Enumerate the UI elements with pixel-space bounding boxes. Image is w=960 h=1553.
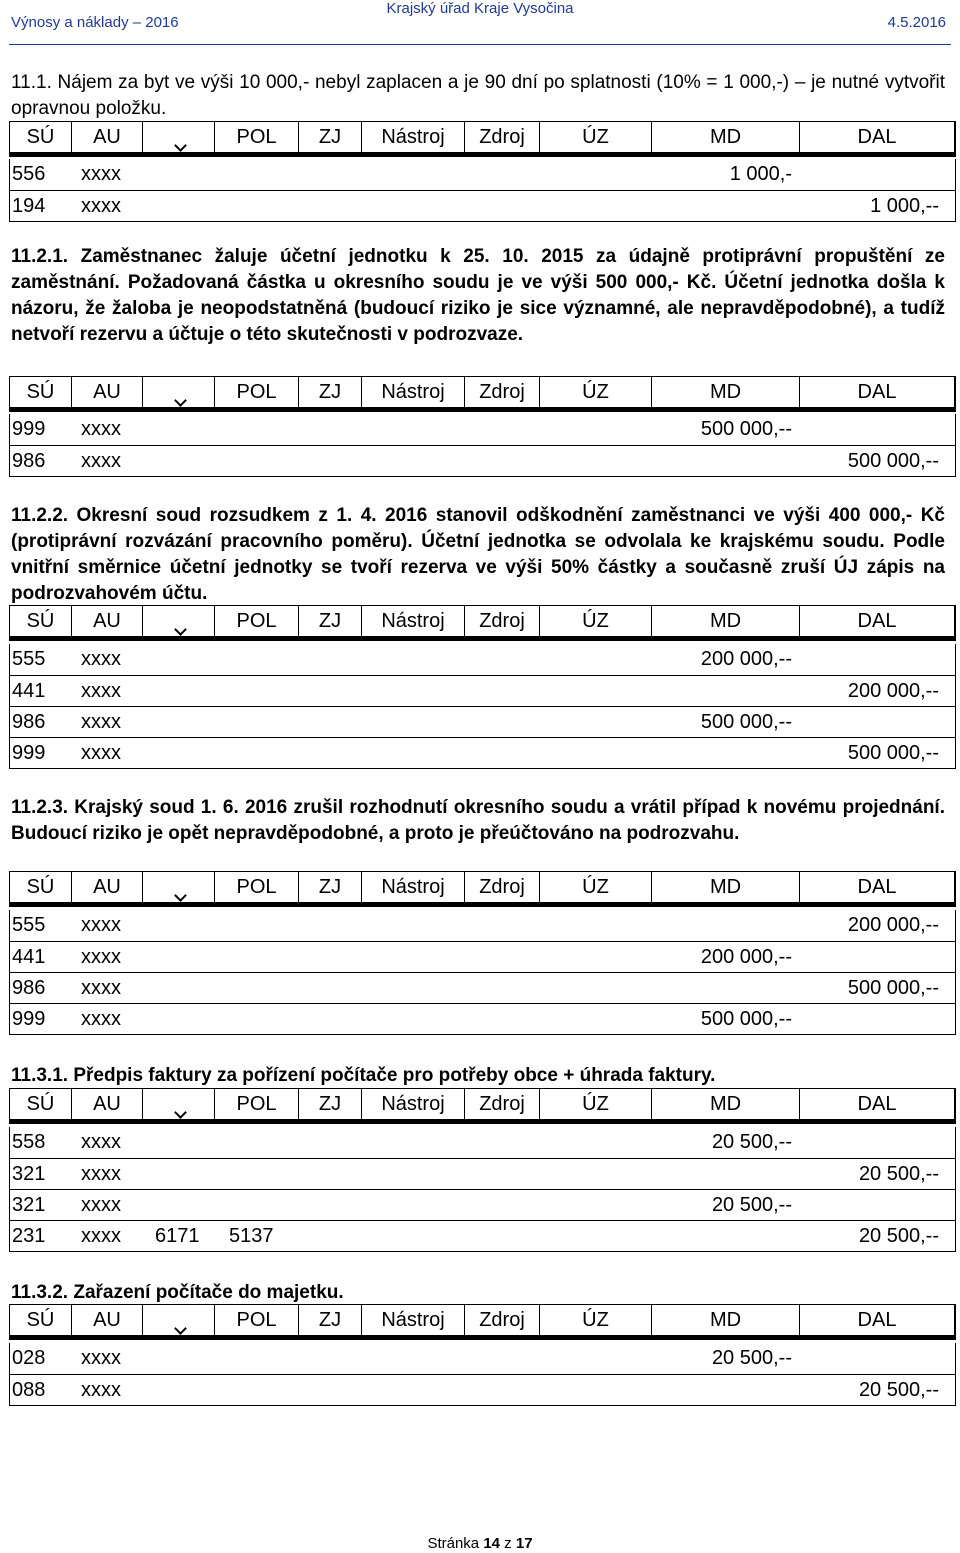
cell-su: 028: [12, 1347, 46, 1369]
cell-au: xxxx: [81, 163, 121, 185]
table-header: [9, 1088, 956, 1120]
table-row: [10, 675, 955, 706]
col-zdroj: Zdroj: [465, 872, 540, 902]
col-md: MD: [652, 377, 800, 407]
cell-su: 999: [12, 1008, 46, 1030]
cell-md: 200 000,--: [700, 946, 792, 968]
col-md: MD: [652, 122, 800, 152]
col-su: SÚ: [10, 606, 72, 636]
cell-dal: 20 500,--: [858, 1163, 939, 1185]
cell-au: xxxx: [81, 418, 121, 440]
chevron-down-icon: [174, 394, 187, 407]
table-row: [10, 190, 955, 221]
cell-su: 321: [12, 1163, 46, 1185]
cell-su: 986: [12, 711, 46, 733]
table-body: [9, 910, 956, 1035]
section-text-11-2-3: 11.2.3. Krajský soud 1. 6. 2016 zrušil rozhodnutí okresního soudu a vrátil případ k novému projednání. Budoucí riziko je opět nepravděpodobné, a proto je přeúčtováno na podrozvahu.: [11, 797, 945, 844]
col-zj: ZJ: [299, 1089, 362, 1119]
cell-su: 558: [12, 1131, 46, 1153]
col-md: MD: [652, 872, 800, 902]
col-zdroj: Zdroj: [465, 1089, 540, 1119]
col-nastroj: Nástroj: [362, 1089, 465, 1119]
col-zj: ZJ: [299, 377, 362, 407]
col-su: SÚ: [10, 872, 72, 902]
table-body: [9, 1343, 956, 1406]
col-zdroj: Zdroj: [465, 606, 540, 636]
table-header: [9, 871, 956, 903]
table-row: [10, 706, 955, 737]
cell-au: xxxx: [81, 1194, 121, 1216]
col-nastroj: Nástroj: [362, 1305, 465, 1335]
table-row: [10, 414, 955, 445]
cell-dal: 500 000,--: [847, 742, 939, 764]
cell-au: xxxx: [81, 1379, 121, 1401]
col-dal: DAL: [800, 606, 955, 636]
cell-su: 321: [12, 1194, 46, 1216]
header-divider: [9, 153, 956, 157]
cell-au: xxxx: [81, 1163, 121, 1185]
cell-su: 555: [12, 648, 46, 670]
col-nastroj: Nástroj: [362, 872, 465, 902]
table-header: [9, 605, 956, 637]
table-row: [10, 737, 955, 768]
cell-su: 986: [12, 977, 46, 999]
table-row: [10, 1127, 955, 1158]
table-row: [10, 1189, 955, 1220]
header-divider: [9, 408, 956, 412]
section-text-11-2-1: 11.2.1. Zaměstnanec žaluje účetní jednotku k 25. 10. 2015 za údajně protiprávní propuštění ze zaměstnání. Požadovaná částka u okresního soudu je ve výši 500 000,- Kč. Účetní jednotka došla k názoru, že žaloba je neopodstatněná (budoucí riziko je sice významné, ale nepravděpodobné), a tudíž netvoří rezervu a účtuje o této skutečnosti v podrozvaze.: [11, 246, 945, 345]
cell-su: 194: [12, 195, 46, 217]
cell-au: xxxx: [81, 195, 121, 217]
cell-au: xxxx: [81, 946, 121, 968]
table-row: [10, 1374, 955, 1405]
section-text-11-3-2: 11.3.2. Zařazení počítače do majetku.: [11, 1282, 344, 1303]
table-header: [9, 121, 956, 153]
cell-dal: 20 500,--: [858, 1225, 939, 1247]
cell-md: 20 500,--: [711, 1194, 792, 1216]
table-row: [10, 1003, 955, 1034]
col-au: AU: [72, 377, 143, 407]
col-au: AU: [72, 122, 143, 152]
section-text-11-2-2: 11.2.2. Okresní soud rozsudkem z 1. 4. 2016 stanovil odškodnění zaměstnanci ve výši 400 000,- Kč (protiprávní rozvázání pracovního poměru). Účetní jednotka se odvolala ke krajskému soudu. Podle vnitřní směrnice účetní jednotky se tvoří rezerva ve výši 50% částky a současně zruší ÚJ zápis na podrozvahovém účtu.: [11, 505, 945, 604]
cell-au: xxxx: [81, 680, 121, 702]
cell-au: xxxx: [81, 1131, 121, 1153]
cell-md: 500 000,--: [700, 1008, 792, 1030]
table-body: [9, 1127, 956, 1252]
cell-su: 088: [12, 1379, 46, 1401]
col-md: MD: [652, 1089, 800, 1119]
chevron-down-icon: [174, 1322, 187, 1335]
cell-dal: 500 000,--: [847, 977, 939, 999]
col-uz: ÚZ: [540, 1305, 652, 1335]
col-pol: POL: [215, 1089, 299, 1119]
footer-page-total: 17: [515, 1535, 533, 1552]
header-divider: [9, 1336, 956, 1340]
cell-dal: 200 000,--: [847, 914, 939, 936]
cell-dal: 200 000,--: [847, 680, 939, 702]
table-body: [9, 159, 956, 222]
header-date: 4.5.2016: [887, 14, 946, 31]
cell-su: 986: [12, 450, 46, 472]
col-au: AU: [72, 1305, 143, 1335]
cell-md: 1 000,-: [729, 163, 792, 185]
cell-au: xxxx: [81, 648, 121, 670]
cell-au: xxxx: [81, 450, 121, 472]
col-su: SÚ: [10, 377, 72, 407]
cell-su: 441: [12, 680, 46, 702]
cell-au: xxxx: [81, 711, 121, 733]
col-uz: ÚZ: [540, 377, 652, 407]
col-zj: ZJ: [299, 122, 362, 152]
col-dal: DAL: [800, 872, 955, 902]
cell-md: 200 000,--: [700, 648, 792, 670]
cell-su: 441: [12, 946, 46, 968]
footer-middle: z: [500, 1535, 516, 1552]
section-text-11-1: 11.1. Nájem za byt ve výši 10 000,- nebyl zaplacen a je 90 dní po splatnosti (10% = 1 000,-) – je nutné vytvořit opravnou položku.: [11, 72, 945, 119]
col-uz: ÚZ: [540, 1089, 652, 1119]
header-rule: [9, 44, 951, 45]
table-row: [10, 1158, 955, 1189]
cell-su: 555: [12, 914, 46, 936]
col-nastroj: Nástroj: [362, 606, 465, 636]
col-au: AU: [72, 1089, 143, 1119]
chevron-down-icon: [174, 139, 187, 152]
col-zj: ZJ: [299, 606, 362, 636]
cell-su: 999: [12, 418, 46, 440]
table-row: [10, 445, 955, 476]
header-center: Krajský úřad Kraje Vysočina: [386, 0, 574, 17]
col-pol: POL: [215, 606, 299, 636]
cell-au: xxxx: [81, 1008, 121, 1030]
table-header: [9, 1304, 956, 1336]
header-left: Výnosy a náklady – 2016: [11, 14, 179, 31]
cell-md: 500 000,--: [700, 418, 792, 440]
header-divider: [9, 637, 956, 641]
col-dal: DAL: [800, 1089, 955, 1119]
section-text-11-3-1: 11.3.1. Předpis faktury za pořízení počítače pro potřeby obce + úhrada faktury.: [11, 1065, 716, 1086]
cell-su: 999: [12, 742, 46, 764]
cell-au: xxxx: [81, 914, 121, 936]
col-zj: ZJ: [299, 1305, 362, 1335]
table-row: [10, 941, 955, 972]
chevron-down-icon: [174, 1106, 187, 1119]
chevron-down-icon: [174, 889, 187, 902]
table-row: [10, 1220, 955, 1251]
col-uz: ÚZ: [540, 606, 652, 636]
table-row: [10, 1343, 955, 1374]
footer-page-number: 14: [483, 1535, 501, 1552]
col-au: AU: [72, 606, 143, 636]
col-uz: ÚZ: [540, 122, 652, 152]
col-dropdown: [143, 1305, 215, 1335]
col-dal: DAL: [800, 1305, 955, 1335]
cell-dal: 500 000,--: [847, 450, 939, 472]
cell-dal: 20 500,--: [858, 1379, 939, 1401]
cell-au: xxxx: [81, 1347, 121, 1369]
page-footer: [0, 1535, 960, 1552]
cell-md: 20 500,--: [711, 1347, 792, 1369]
col-su: SÚ: [10, 1089, 72, 1119]
col-dal: DAL: [800, 377, 955, 407]
header-divider: [9, 1120, 956, 1124]
table-row: [10, 644, 955, 675]
cell-zj: 5137: [229, 1225, 274, 1247]
col-su: SÚ: [10, 122, 72, 152]
col-md: MD: [652, 606, 800, 636]
cell-md: 20 500,--: [711, 1131, 792, 1153]
table-header: [9, 376, 956, 408]
col-au: AU: [72, 872, 143, 902]
col-su: SÚ: [10, 1305, 72, 1335]
footer-prefix: Stránka: [427, 1535, 484, 1552]
table-body: [9, 644, 956, 769]
col-dropdown: [143, 377, 215, 407]
col-dal: DAL: [800, 122, 955, 152]
table-row: [10, 972, 955, 1003]
col-dropdown: [143, 1089, 215, 1119]
cell-pol: 6171: [155, 1225, 200, 1247]
cell-su: 231: [12, 1225, 46, 1247]
col-pol: POL: [215, 377, 299, 407]
col-md: MD: [652, 1305, 800, 1335]
col-dropdown: [143, 606, 215, 636]
col-pol: POL: [215, 122, 299, 152]
table-body: [9, 414, 956, 477]
col-zdroj: Zdroj: [465, 1305, 540, 1335]
cell-dal: 1 000,--: [870, 195, 939, 217]
col-zj: ZJ: [299, 872, 362, 902]
col-nastroj: Nástroj: [362, 122, 465, 152]
cell-md: 500 000,--: [700, 711, 792, 733]
cell-su: 556: [12, 163, 46, 185]
cell-au: xxxx: [81, 977, 121, 999]
cell-au: xxxx: [81, 1225, 121, 1247]
table-row: [10, 910, 955, 941]
col-dropdown: [143, 872, 215, 902]
col-dropdown: [143, 122, 215, 152]
header-divider: [9, 903, 956, 907]
col-pol: POL: [215, 1305, 299, 1335]
table-row: [10, 159, 955, 190]
cell-au: xxxx: [81, 742, 121, 764]
chevron-down-icon: [174, 623, 187, 636]
col-zdroj: Zdroj: [465, 122, 540, 152]
col-nastroj: Nástroj: [362, 377, 465, 407]
col-pol: POL: [215, 872, 299, 902]
col-uz: ÚZ: [540, 872, 652, 902]
col-zdroj: Zdroj: [465, 377, 540, 407]
